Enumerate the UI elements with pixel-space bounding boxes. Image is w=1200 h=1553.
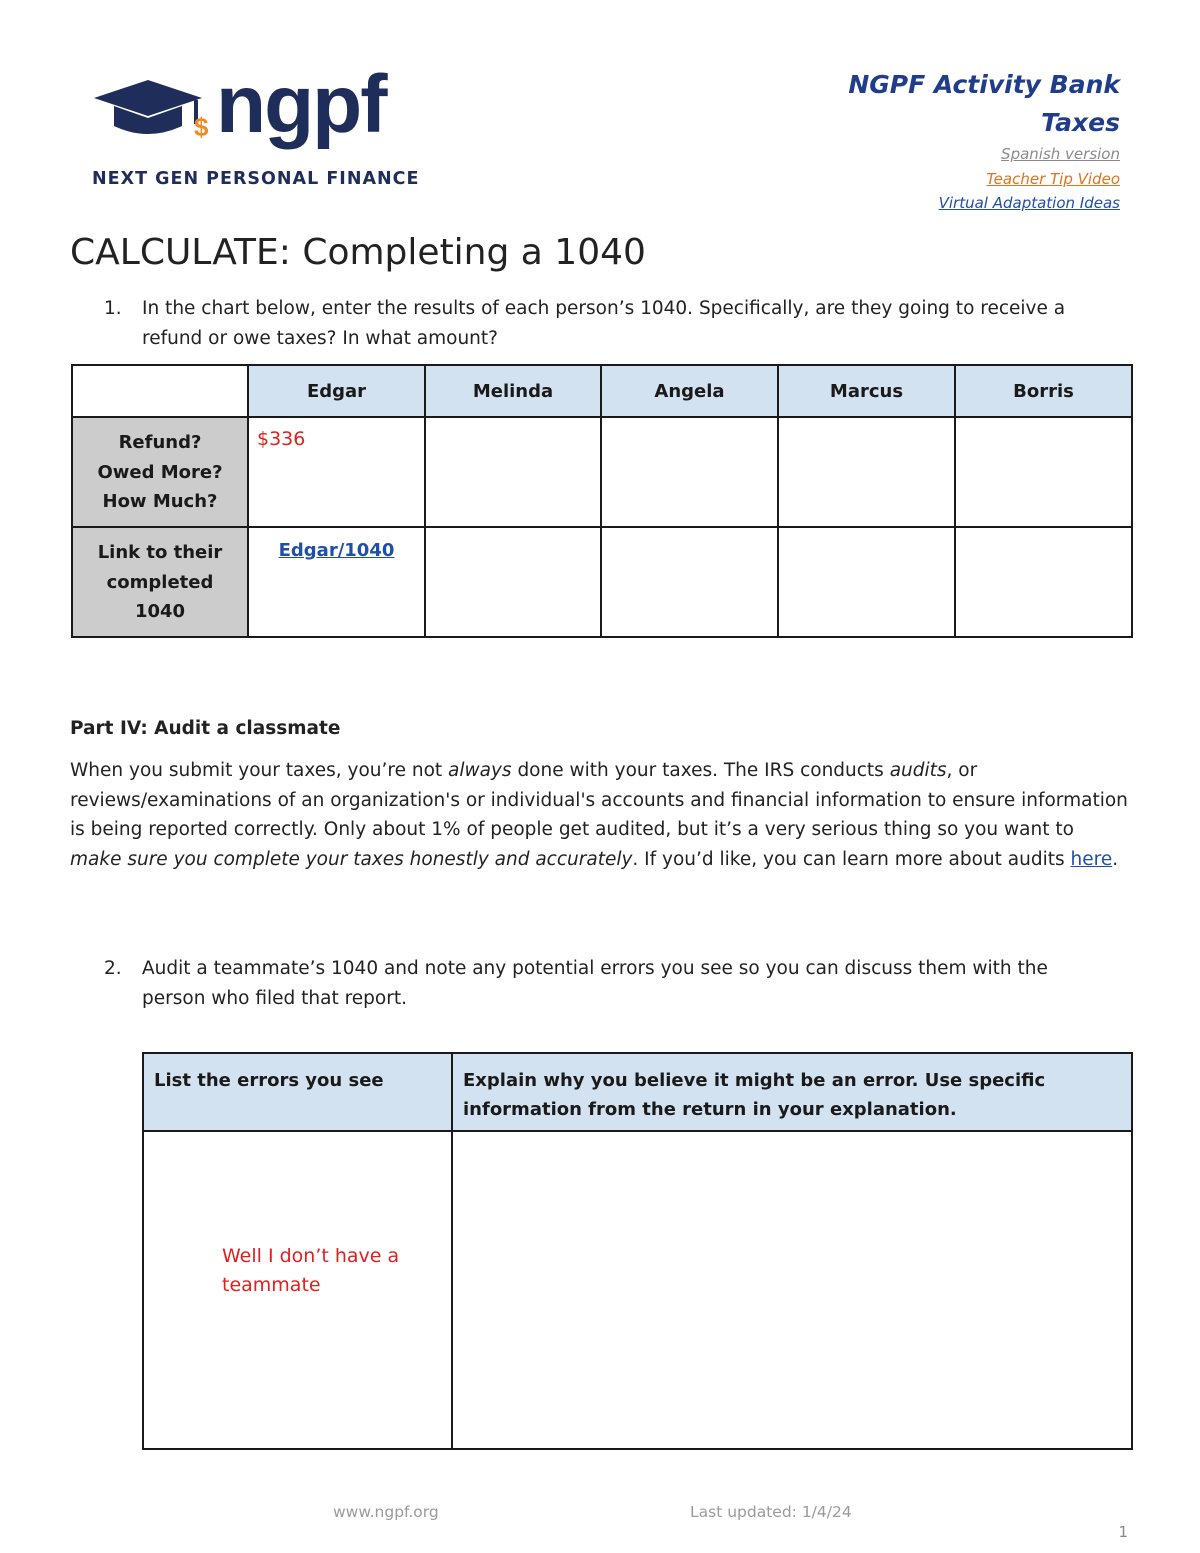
edgar-1040-link[interactable]: Edgar/1040 bbox=[278, 540, 395, 561]
melinda-refund-cell[interactable] bbox=[425, 417, 601, 527]
melinda-link-cell[interactable] bbox=[425, 527, 601, 637]
part-4-paragraph bbox=[70, 756, 1130, 874]
column-header-angela: Angela bbox=[601, 365, 778, 417]
refund-row-header-line-2: Owed More? bbox=[97, 461, 223, 483]
activity-bank-header bbox=[848, 66, 1120, 216]
column-header-melinda: Melinda bbox=[425, 365, 601, 417]
column-header-edgar: Edgar bbox=[248, 365, 425, 417]
errors-answer-cell[interactable] bbox=[143, 1131, 452, 1449]
column-header-borris: Borris bbox=[955, 365, 1132, 417]
question-2-text: Audit a teammate’s 1040 and note any potential errors you see so you can discuss them with the person who filed that report. bbox=[142, 958, 1048, 1009]
question-2-number: 2. bbox=[104, 958, 122, 979]
paragraph-text-4: . If you’d like, you can learn more about audits bbox=[632, 848, 1071, 870]
paragraph-emphasis-honestly: make sure you complete your taxes honestly and accurately bbox=[70, 848, 633, 870]
graduation-cap-icon bbox=[94, 80, 202, 134]
question-2 bbox=[104, 954, 1104, 1013]
link-row-header-line-3: 1040 bbox=[134, 601, 186, 622]
teacher-tip-video-link[interactable]: Teacher Tip Video bbox=[986, 169, 1120, 188]
borris-link-cell[interactable] bbox=[955, 527, 1132, 637]
virtual-adaptation-link[interactable]: Virtual Adaptation Ideas bbox=[938, 194, 1120, 212]
errors-column-header: List the errors you see bbox=[143, 1053, 452, 1131]
paragraph-text-5: . bbox=[1112, 848, 1119, 870]
paragraph-text-3: , or reviews/examinations of an organization's or individual's accounts and financial information to ensure information is being reported correctly. Only about 1% of people get audited, but it’s a very serious thing so you want to bbox=[70, 760, 1128, 840]
page-title: CALCULATE: Completing a 1040 bbox=[70, 232, 646, 273]
explanation-column-header: Explain why you believe it might be an error. Use specific information from the return in your explanation. bbox=[452, 1053, 1132, 1131]
logo-dollar: $ bbox=[194, 112, 209, 142]
question-1-text: In the chart below, enter the results of each person’s 1040. Specifically, are they going to receive a refund or owe taxes? In what amount? bbox=[142, 298, 1066, 349]
explanation-answer-cell[interactable] bbox=[452, 1131, 1132, 1449]
column-header-marcus: Marcus bbox=[778, 365, 955, 417]
audit-answer-row bbox=[143, 1131, 1132, 1449]
activity-bank-title: NGPF Activity Bank bbox=[848, 70, 1120, 99]
audit-table bbox=[142, 1052, 1133, 1450]
errors-answer-text: Well I don’t have a teammate bbox=[222, 1245, 400, 1296]
question-1 bbox=[104, 294, 1104, 353]
refund-row bbox=[72, 417, 1132, 527]
borris-refund-cell[interactable] bbox=[955, 417, 1132, 527]
angela-refund-cell[interactable] bbox=[601, 417, 778, 527]
part-4-heading: Part IV: Audit a classmate bbox=[70, 718, 341, 739]
paragraph-text-2: done with your taxes. The IRS conducts bbox=[511, 760, 890, 781]
marcus-refund-cell[interactable] bbox=[778, 417, 955, 527]
logo-subtitle: NEXT GEN PERSONAL FINANCE bbox=[92, 169, 420, 189]
results-header-row bbox=[72, 365, 1132, 417]
results-corner-cell bbox=[72, 365, 248, 417]
results-table bbox=[71, 364, 1133, 638]
ngpf-logo bbox=[90, 70, 430, 170]
logo-wordmark: ngpf bbox=[216, 70, 386, 150]
paragraph-emphasis-always: always bbox=[448, 760, 512, 781]
edgar-link-cell bbox=[248, 527, 425, 637]
paragraph-text-1: When you submit your taxes, you’re not bbox=[70, 760, 449, 781]
link-row-header-line-2: completed bbox=[106, 571, 214, 593]
angela-link-cell[interactable] bbox=[601, 527, 778, 637]
link-row-header bbox=[72, 527, 248, 637]
audits-here-link[interactable]: here bbox=[1070, 848, 1113, 870]
paragraph-emphasis-audits: audits bbox=[889, 760, 947, 781]
page-number: 1 bbox=[1118, 1523, 1128, 1541]
spanish-version-link[interactable]: Spanish version bbox=[1001, 145, 1120, 163]
link-row-header-line-1: Link to their bbox=[97, 542, 223, 563]
footer-updated: Last updated: 1/4/24 bbox=[690, 1503, 852, 1521]
refund-row-header-line-1: Refund? bbox=[118, 432, 202, 453]
refund-row-header bbox=[72, 417, 248, 527]
audit-header-row bbox=[143, 1053, 1132, 1131]
marcus-link-cell[interactable] bbox=[778, 527, 955, 637]
edgar-refund-cell[interactable] bbox=[248, 417, 425, 527]
question-1-number: 1. bbox=[104, 298, 122, 319]
refund-row-header-line-3: How Much? bbox=[102, 491, 218, 512]
link-row bbox=[72, 527, 1132, 637]
activity-topic: Taxes bbox=[1041, 108, 1120, 137]
footer-site: www.ngpf.org bbox=[333, 1503, 439, 1521]
edgar-refund-amount: $336 bbox=[257, 428, 306, 450]
